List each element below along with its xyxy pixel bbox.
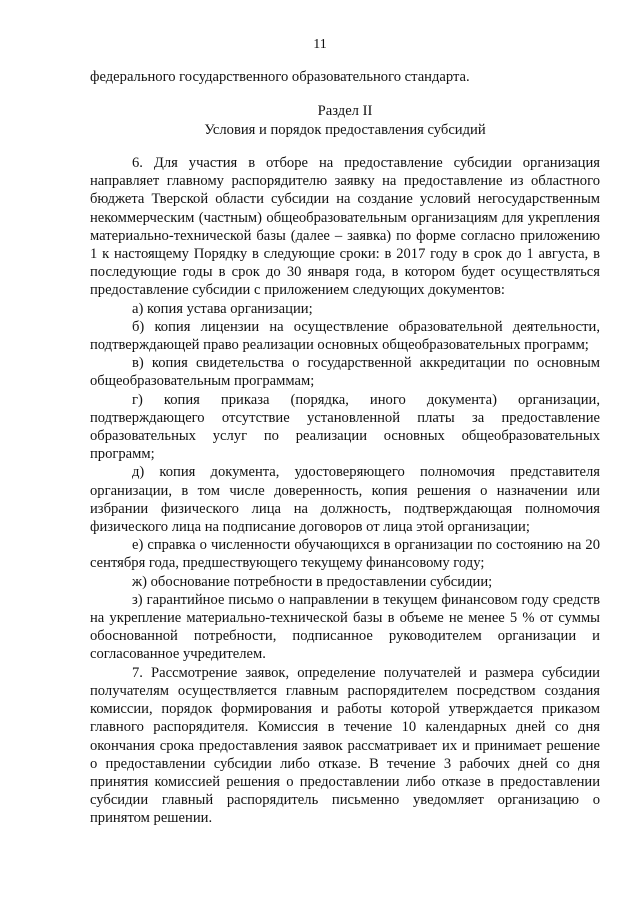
list-item-zh: ж) обоснование потребности в предоставлении субсидии; <box>132 573 493 590</box>
list-item-g: г) копия приказа (порядка, иного документа) организации, подтверждающего отсутствие установленной платы за предоставление образовательных услуг по реализации основных общеобразовательных программ; <box>90 391 600 463</box>
continued-paragraph: федерального государственного образовательного стандарта. <box>90 69 470 85</box>
page-number: 11 <box>313 37 327 52</box>
list-item-v: в) копия свидетельства о государственной аккредитации по основным общеобразовательным программам; <box>90 355 600 390</box>
list-item-z: з) гарантийное письмо о направлении в текущем финансовом году средств на укрепление материально-технической базы в объеме не менее 5 % от суммы обоснованной потребности, подписанное руководителем организации и согласованное учредителем. <box>90 591 600 663</box>
section-number: Раздел II <box>317 103 373 119</box>
document-body <box>90 154 600 828</box>
list-item-a: а) копия устава организации; <box>132 300 313 317</box>
paragraph-6: 6. Для участия в отборе на предоставление субсидии организация направляет главному распорядителю заявку на предоставление из областного бюджета Тверской области субсидии на создание условий негосударственным некоммерческим (частным) общеобразовательным организациям для укрепления материально-технической базы (далее – заявка) по форме согласно приложению 1 к настоящему Порядку в следующие сроки: в 2017 году в срок до 1 августа, в последующие годы в срок до 30 января года, в котором будет осуществляться предоставление субсидии с приложением следующих документов: <box>90 155 600 299</box>
list-item-d: д) копия документа, удостоверяющего полномочия представителя организации, в том числе доверенность, копия решения о назначении или избрании физического лица на должность, подтверждающая полномочия физического лица на подписание договоров от лица этой организации; <box>90 464 600 536</box>
list-item-e: е) справка о численности обучающихся в организации по состоянию на 20 сентября года, предшествующего текущему финансовому году; <box>90 537 600 572</box>
section-title: Условия и порядок предоставления субсидий <box>204 122 486 138</box>
list-item-b: б) копия лицензии на осуществление образовательной деятельности, подтверждающей право реализации основных общеобразовательных программ; <box>90 318 600 354</box>
paragraph-7: 7. Рассмотрение заявок, определение получателей и размера субсидии получателям осуществляется главным распорядителем посредством создания комиссии, порядок формирования и работы которой утверждается приказом главного распорядителя. Комиссия в течение 10 календарных дней со дня окончания срока предоставления заявок рассматривает их и принимает решение о предоставлении субсидии либо отказе. В течение 3 рабочих дней со дня принятия комиссией решения о предоставлении либо отказе в предоставлении субсидии главный распорядитель письменно уведомляет организацию о принятом решении. <box>90 664 600 827</box>
section-heading <box>90 102 600 140</box>
